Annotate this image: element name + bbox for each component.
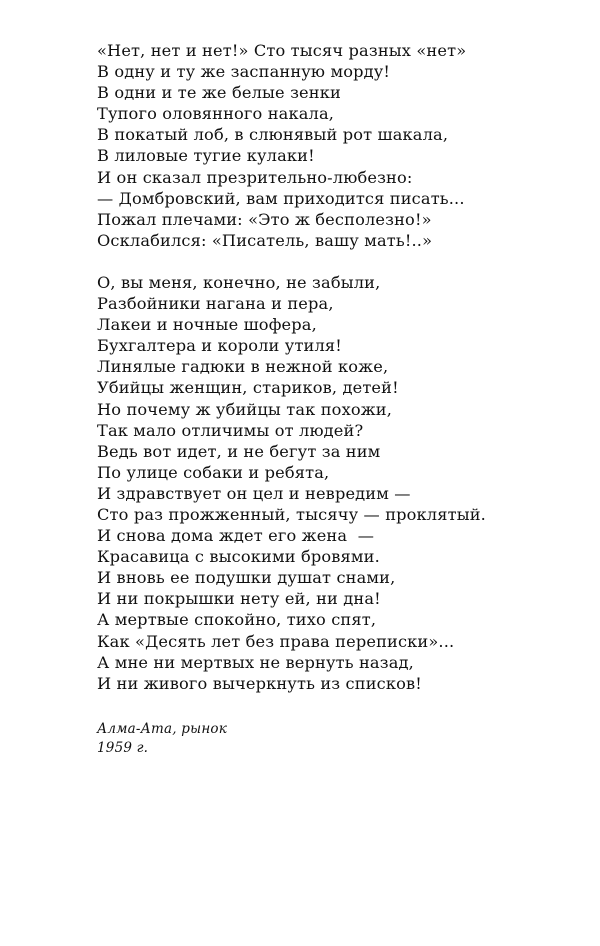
poem-line: Тупого оловянного накала, — [97, 104, 335, 124]
signature-place: Алма-Ата, рынок — [97, 720, 227, 737]
poem-line: По улице собаки и ребята, — [97, 462, 330, 482]
poem-line: Разбойники нагана и пера, — [97, 294, 334, 314]
poem-line: Убийцы женщин, стариков, детей! — [97, 378, 399, 398]
poem-line: Лакеи и ночные шофера, — [97, 315, 317, 335]
poem-line: Ведь вот идет, и не бегут за ним — [97, 441, 381, 461]
poem-line: В одни и те же белые зенки — [97, 83, 341, 103]
poem-line: И здравствует он цел и невредим — — [97, 483, 411, 503]
poem-signature — [97, 720, 567, 758]
poem-line: Бухгалтера и короли утиля! — [97, 336, 342, 356]
poem-line: И он сказал презрительно-любезно: — [97, 167, 413, 187]
poem-line: В покатый лоб, в слюнявый рот шакала, — [97, 125, 449, 145]
poem-line: Линялые гадюки в нежной коже, — [97, 357, 389, 377]
poem-line: — Домбровский, вам приходится писать... — [97, 188, 465, 208]
poem-line: В лиловые тугие кулаки! — [97, 146, 315, 166]
poem-line: А мне ни мертвых не вернуть назад, — [97, 652, 414, 672]
poem-line: Сто раз прожженный, тысячу — проклятый. — [97, 504, 486, 524]
poem-line: О, вы меня, конечно, не забыли, — [97, 272, 381, 292]
poem-line: А мертвые спокойно, тихо спят, — [97, 610, 377, 630]
poem-page — [97, 40, 567, 758]
signature-year: 1959 г. — [97, 739, 149, 756]
poem-line: И вновь ее подушки душат снами, — [97, 568, 396, 588]
stanza-2 — [97, 272, 567, 694]
poem-line: Как «Десять лет без права переписки»... — [97, 631, 455, 651]
poem-line: Но почему ж убийцы так похожи, — [97, 399, 393, 419]
poem-line: И снова дома ждет его жена — — [97, 526, 375, 546]
poem-line: Пожал плечами: «Это ж бесполезно!» — [97, 209, 432, 229]
poem-line: И ни покрышки нету ей, ни дна! — [97, 589, 381, 609]
poem-line: Осклабился: «Писатель, вашу мать!..» — [97, 230, 433, 250]
poem-line: В одну и ту же заспанную морду! — [97, 62, 391, 82]
poem-line: Красавица с высокими бровями. — [97, 547, 380, 567]
stanza-1 — [97, 40, 567, 251]
poem-line: Так мало отличимы от людей? — [97, 420, 364, 440]
poem-line: И ни живого вычеркнуть из списков! — [97, 673, 422, 693]
poem-line: «Нет, нет и нет!» Сто тысяч разных «нет» — [97, 41, 467, 60]
